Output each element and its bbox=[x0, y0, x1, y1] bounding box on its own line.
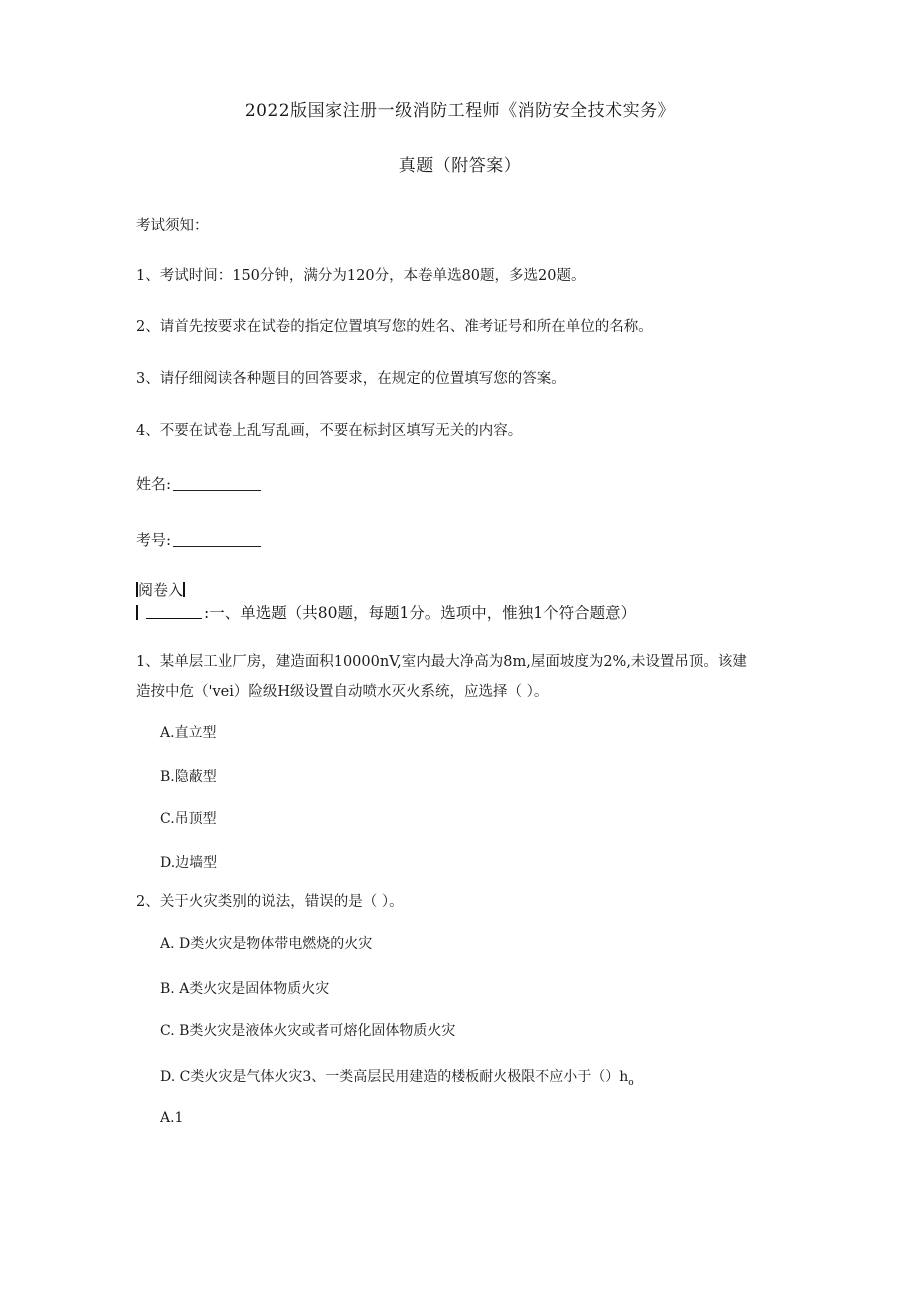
score-bar bbox=[136, 605, 138, 620]
section-title-row bbox=[136, 601, 636, 623]
grader-label: 阅卷入 bbox=[138, 581, 184, 599]
question-2-option-c[interactable]: C. B类火灾是液体火灾或者可熔化固体物质火灾 bbox=[160, 1023, 456, 1039]
document-title-line1: 2022版国家注册一级消防工程师《消防安全技术实务》 bbox=[244, 101, 676, 121]
question-1-option-a[interactable]: A.直立型 bbox=[160, 725, 217, 741]
question-2-option-d-text: D. C类火灾是气体火灾3、一类高层民用建造的楼板耐火极限不应小于（）h bbox=[160, 1069, 629, 1085]
exam-number-field[interactable] bbox=[136, 529, 261, 550]
question-1-option-d[interactable]: D.边墙型 bbox=[160, 855, 218, 871]
section-title: :一、单选题（共80题，每题1分。选项中，惟独1个符合题意） bbox=[204, 604, 637, 622]
score-blank[interactable] bbox=[146, 604, 202, 619]
notice-item-1: 1、考试时间：150分钟，满分为120分，本卷单选80题，多选20题。 bbox=[136, 268, 586, 284]
question-2-option-b[interactable]: B. A类火灾是固体物质火灾 bbox=[160, 981, 330, 997]
question-2-stem: 2、关于火灾类别的说法，错误的是（ ）。 bbox=[136, 894, 404, 910]
grader-label-row bbox=[136, 579, 185, 600]
question-2-option-d[interactable] bbox=[160, 1066, 634, 1088]
question-2-option-a[interactable]: A. D类火灾是物体带电燃烧的火灾 bbox=[160, 936, 373, 952]
notice-item-3: 3、请仔细阅读各种题目的回答要求，在规定的位置填写您的答案。 bbox=[136, 371, 566, 387]
question-1-option-c[interactable]: C.吊顶型 bbox=[160, 811, 217, 827]
notice-heading: 考试须知： bbox=[136, 218, 209, 234]
question-3-option-a[interactable]: A.1 bbox=[160, 1110, 184, 1126]
exam-number-label: 考号: bbox=[136, 531, 172, 549]
question-1-stem-line2: 造按中危（'vei）险级H级设置自动喷水灭火系统，应选择（ ）。 bbox=[136, 684, 549, 700]
notice-item-2: 2、请首先按要求在试卷的指定位置填写您的姓名、准考证号和所在单位的名称。 bbox=[136, 319, 653, 335]
name-field[interactable] bbox=[136, 473, 261, 494]
grader-bar-right bbox=[183, 582, 185, 597]
document-title-line2: 真题（附答案） bbox=[398, 156, 522, 176]
exam-number-blank[interactable] bbox=[173, 532, 261, 547]
question-2-option-d-subscript: o bbox=[628, 1077, 634, 1088]
question-1-stem-line1: 1、某单层工业厂房，建造面积10000nV,室内最大净高为8m,屋面坡度为2%,未设置吊顶。该建 bbox=[136, 654, 747, 670]
name-blank[interactable] bbox=[173, 476, 261, 491]
question-1-option-b[interactable]: B.隐蔽型 bbox=[160, 769, 217, 785]
name-label: 姓名: bbox=[136, 475, 172, 493]
notice-item-4: 4、不要在试卷上乱写乱画，不要在标封区填写无关的内容。 bbox=[136, 423, 523, 439]
